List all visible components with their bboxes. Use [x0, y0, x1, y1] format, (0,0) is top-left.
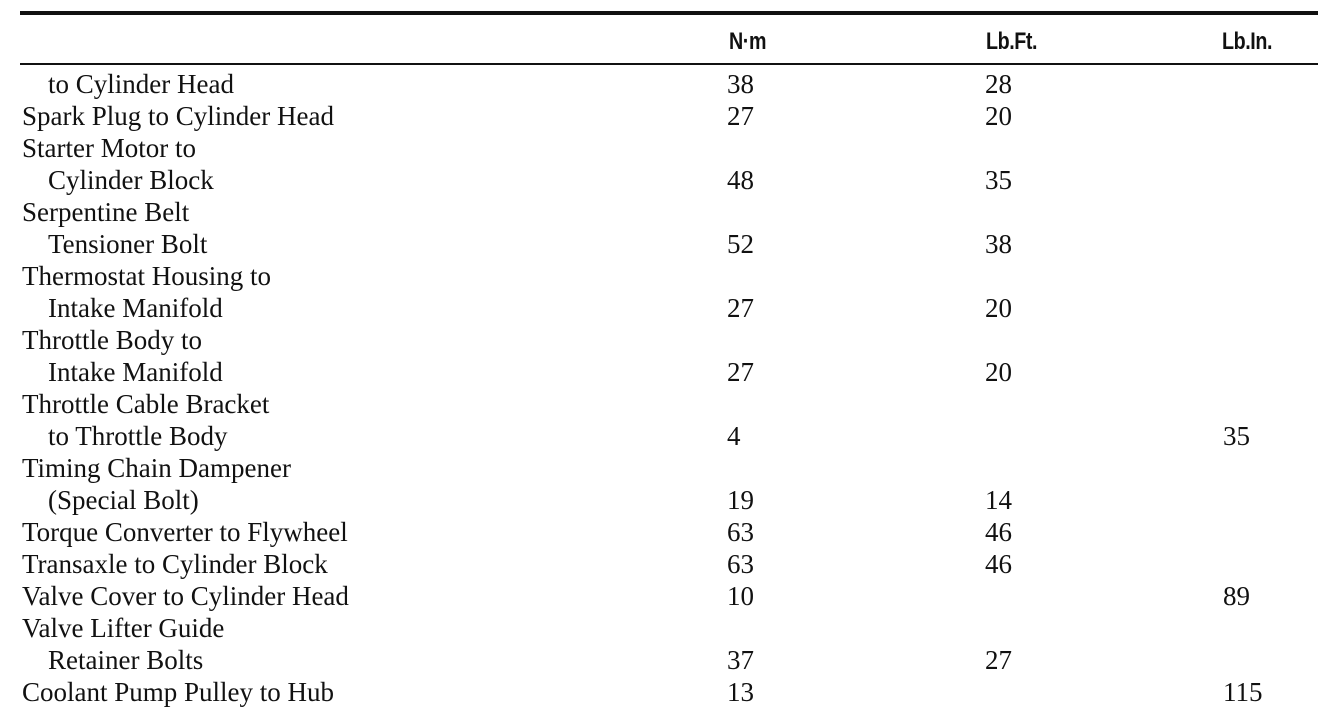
fastener-description: Thermostat Housing to	[22, 261, 271, 291]
value-newton-meters: 27	[727, 293, 754, 323]
fastener-description: Spark Plug to Cylinder Head	[22, 101, 334, 131]
fastener-description: Timing Chain Dampener	[22, 453, 291, 483]
value-newton-meters: 19	[727, 485, 754, 515]
table-row	[0, 388, 1328, 420]
table-top-rule	[20, 11, 1318, 15]
table-row	[0, 132, 1328, 164]
value-newton-meters: 63	[727, 517, 754, 547]
value-newton-meters: 4	[727, 421, 741, 451]
value-pound-feet: 46	[985, 549, 1012, 579]
table-row	[0, 612, 1328, 644]
header-pound-inches: Lb.In.	[1222, 28, 1273, 55]
table-row	[0, 420, 1328, 452]
value-pound-inches: 89	[1223, 581, 1250, 611]
value-newton-meters: 37	[727, 645, 754, 675]
fastener-description: Valve Cover to Cylinder Head	[22, 581, 349, 611]
value-newton-meters: 13	[727, 677, 754, 707]
fastener-description: to Cylinder Head	[48, 69, 234, 99]
fastener-description: Valve Lifter Guide	[22, 613, 225, 643]
value-pound-feet: 46	[985, 517, 1012, 547]
table-row	[0, 644, 1328, 676]
table-row	[0, 164, 1328, 196]
table-row	[0, 292, 1328, 324]
table-row	[0, 484, 1328, 516]
header-pound-feet: Lb.Ft.	[986, 28, 1038, 55]
value-pound-feet: 28	[985, 69, 1012, 99]
value-newton-meters: 27	[727, 357, 754, 387]
fastener-description: Cylinder Block	[48, 165, 214, 195]
value-pound-inches: 35	[1223, 421, 1250, 451]
fastener-description: Serpentine Belt	[22, 197, 190, 227]
fastener-description: Coolant Pump Pulley to Hub	[22, 677, 335, 707]
value-newton-meters: 27	[727, 101, 754, 131]
table-row	[0, 324, 1328, 356]
table-row	[0, 676, 1328, 708]
table-row	[0, 100, 1328, 132]
table-row	[0, 356, 1328, 388]
value-pound-feet: 14	[985, 485, 1012, 515]
fastener-description: Retainer Bolts	[48, 645, 204, 675]
fastener-description: Intake Manifold	[48, 357, 223, 387]
fastener-description: Torque Converter to Flywheel	[22, 517, 348, 547]
fastener-description: Intake Manifold	[48, 293, 223, 323]
fastener-description: Starter Motor to	[22, 133, 196, 163]
table-row	[0, 516, 1328, 548]
table-row	[0, 228, 1328, 260]
fastener-description: (Special Bolt)	[48, 485, 199, 515]
fastener-description: Transaxle to Cylinder Block	[22, 549, 328, 579]
value-pound-feet: 38	[985, 229, 1012, 259]
fastener-description: to Throttle Body	[48, 421, 228, 451]
fastener-description: Throttle Cable Bracket	[22, 389, 270, 419]
value-pound-feet: 20	[985, 357, 1012, 387]
header-newton-meters: N·m	[729, 28, 767, 55]
value-pound-inches: 115	[1223, 677, 1263, 707]
table-row	[0, 580, 1328, 612]
value-newton-meters: 10	[727, 581, 754, 611]
value-pound-feet: 27	[985, 645, 1012, 675]
table-row	[0, 260, 1328, 292]
value-pound-feet: 20	[985, 293, 1012, 323]
value-newton-meters: 48	[727, 165, 754, 195]
value-newton-meters: 52	[727, 229, 754, 259]
header-rule	[20, 63, 1318, 65]
table-body	[0, 68, 1328, 708]
value-newton-meters: 38	[727, 69, 754, 99]
table-row	[0, 452, 1328, 484]
table-row	[0, 548, 1328, 580]
table-row	[0, 196, 1328, 228]
fastener-description: Throttle Body to	[22, 325, 202, 355]
table-row	[0, 68, 1328, 100]
fastener-description: Tensioner Bolt	[48, 229, 208, 259]
value-newton-meters: 63	[727, 549, 754, 579]
value-pound-feet: 35	[985, 165, 1012, 195]
value-pound-feet: 20	[985, 101, 1012, 131]
